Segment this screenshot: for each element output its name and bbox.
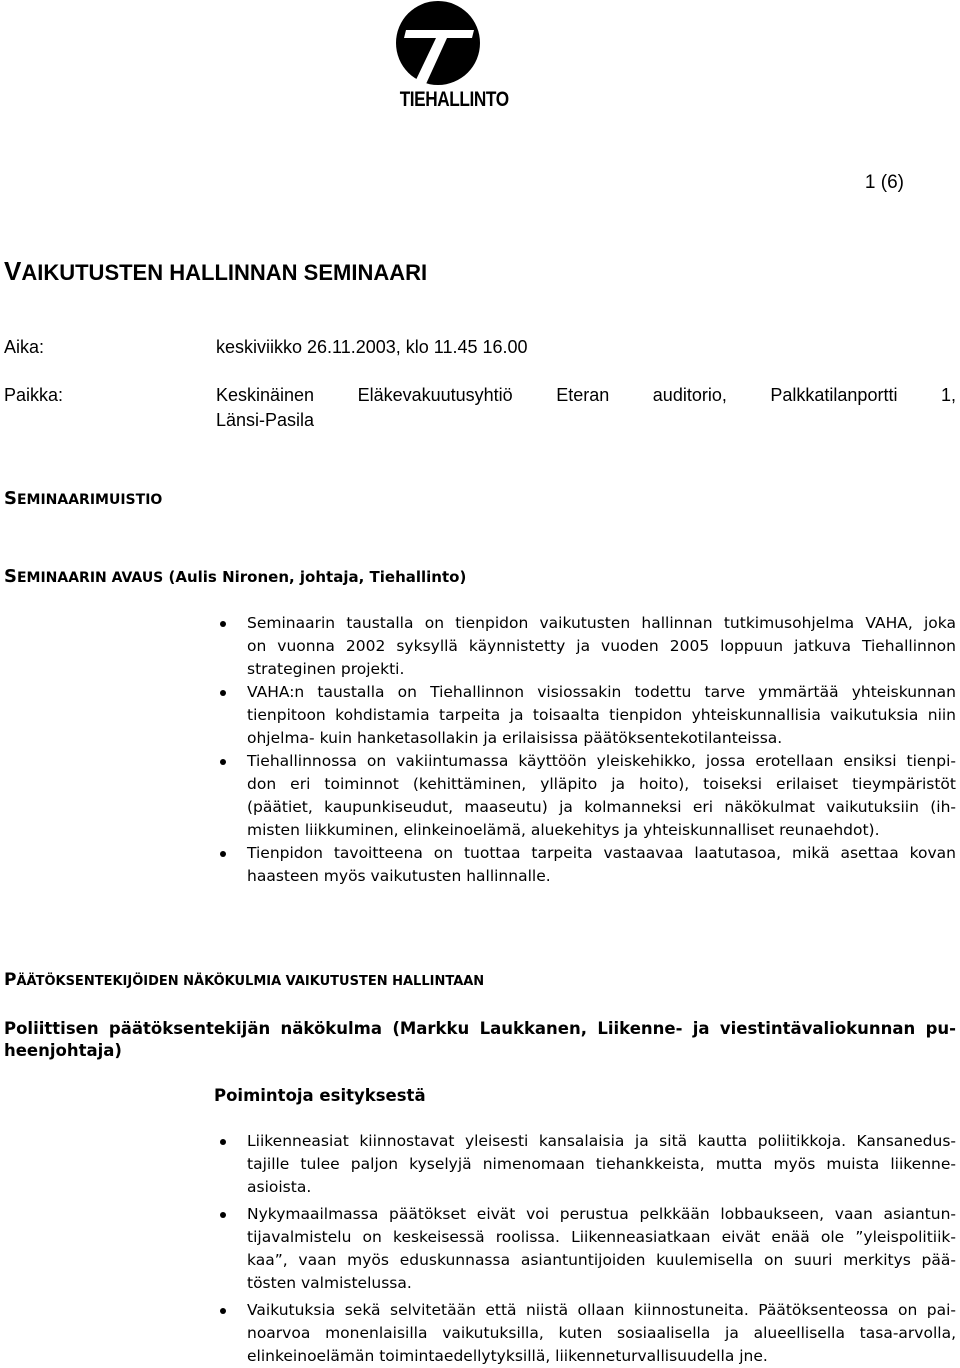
list-item: [247, 750, 956, 842]
bullet-line: strateginen projekti.: [247, 660, 405, 678]
seminaarimuistio-heading: SEMINAARIMUISTIO: [4, 488, 163, 509]
poliittinen-nakokulma-heading: Poliittisen päätöksentekijän näkökulma (Markku Laukkanen, Liikenne- ja viestintävaliokunnan pu- heenjohtaja): [4, 1019, 956, 1060]
bullet-line: on vuonna 2002 syksyllä käynnistetty ja vuoden 2005 loppuun jatkuva Tiehallinnon: [247, 637, 956, 655]
bullet-line: Tiehallinnossa on vakiintumassa käyttöön yleiskehikko, jossa erotellaan ensiksi tienpi-: [247, 752, 956, 770]
bullet-line: haasteen myös vaikutusten hallinnalle.: [247, 867, 551, 885]
poimintoja-heading: Poimintoja esityksestä: [214, 1086, 426, 1105]
aika-value: keskiviikko 26.11.2003, klo 11.45 16.00: [216, 337, 528, 357]
page-number: 1 (6): [864, 172, 904, 193]
list-item: [247, 1299, 956, 1368]
bullet-line: Vaikutuksia sekä selvitetään että niistä ollaan kiinnostuneita. Päätöksenteossa on pai-: [247, 1301, 956, 1319]
document-title: VAIKUTUSTEN HALLINNAN SEMINAARI: [4, 256, 428, 286]
bullet-line: ohjelma- kuin hanketasollakin ja erilaisissa päätöksentekotilanteissa.: [247, 729, 783, 747]
paikka-label: Paikka:: [4, 385, 64, 405]
bullet-line: asioista.: [247, 1178, 312, 1196]
bullet-line: Nykymaailmassa päätökset eivät voi perustua pelkkään lobbaukseen, vaan asiantun-: [247, 1205, 956, 1223]
bullet-line: elinkeinoelämän toimintaedellytyksillä, liikenneturvallisuudella jne.: [247, 1347, 768, 1365]
bullet-line: Liikenneasiat kiinnostavat yleisesti kansalaisia ja sitä kautta poliitikkoja. Kansanedus-: [247, 1132, 956, 1150]
bullet-line: noarvoa monenlaisilla vaikutuksilla, kuten sosiaalisella ja alueellisella tasa-arvolla,: [247, 1324, 956, 1342]
bullet-line: (päätiet, kaupunkiseudut, maaseutu) ja kolmanneksi eri näkökulmat vaikutuksiin (ih-: [247, 798, 956, 816]
bullet-line: tösten valmistelussa.: [247, 1274, 412, 1292]
bullet-line: tajille tulee paljon kyselyjä nimenomaan tiehankkeista, mutta myös muista liikenne-: [247, 1155, 956, 1173]
list-item: [247, 1203, 956, 1295]
list-item: [247, 842, 956, 888]
tiehallinto-emblem-icon: [392, 0, 484, 86]
bullet-line: misten liikkuminen, elinkeinoelämä, aluekehitys ja yhteiskunnalliset reunaehdot).: [247, 821, 880, 839]
list-item: [247, 1130, 956, 1199]
meta-aika-row: [4, 335, 956, 360]
bullet-line: tienpitoon kohdistamia tarpeita ja toisaalta tienpidon yhteiskunnallisia vaikutuksia niin: [247, 706, 956, 724]
bullet-line: Tienpidon tavoitteena on tuottaa tarpeita vastaavaa laatutasoa, mikä asettaa kovan: [247, 844, 956, 862]
bullet-line: Seminaarin taustalla on tienpidon vaikutusten hallinnan tutkimusohjelma VAHA, joka: [247, 614, 956, 632]
bullet-line: kaa”, vaan myös eduskunnassa asiantuntijoiden kuulemisella on suuri merkitys pää-: [247, 1251, 956, 1269]
bullet-line: tijavalmistelu on keskeisessä roolissa. Liikenneasiatkaan eivät enää ole ”yleispolitiik-: [247, 1228, 956, 1246]
bullet-line: don eri toiminnot (kehittäminen, ylläpito ja hoito), toiseksi erilaiset tieympäristöt: [247, 775, 956, 793]
avaus-bullet-list: [247, 612, 956, 888]
bullet-line: VAHA:n taustalla on Tiehallinnon visiossakin todettu tarve ymmärtää yhteiskunnan: [247, 683, 956, 701]
aika-label: Aika:: [4, 337, 45, 357]
logo-wordmark: TIEHALLINTO: [399, 88, 509, 111]
list-item: [247, 681, 956, 750]
meta-paikka-row: [4, 383, 956, 435]
seminaarin-avaus-heading: SEMINAARIN AVAUS (Aulis Nironen, johtaja, Tiehallinto): [4, 566, 467, 587]
paatoksentekijoiden-heading: PÄÄTÖKSENTEKIJÖIDEN NÄKÖKULMIA VAIKUTUSTEN HALLINTAAN: [4, 970, 485, 990]
tiehallinto-logo: [388, 0, 518, 112]
poimintoja-bullet-list: [247, 1130, 956, 1368]
list-item: [247, 612, 956, 681]
paikka-value: Keskinäinen Eläkevakuutusyhtiö Eteran auditorio, Palkkatilanportti 1, Länsi-Pasila: [216, 385, 956, 430]
